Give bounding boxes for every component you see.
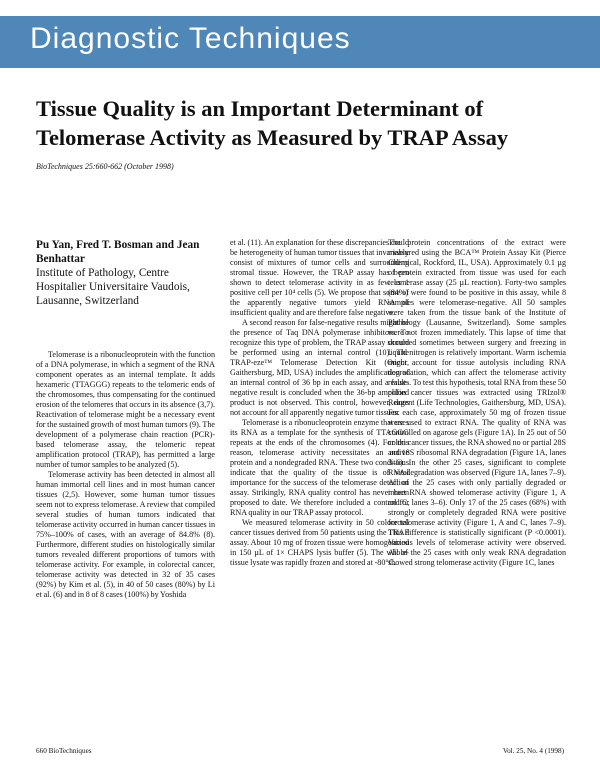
citation: BioTechniques 25:660-662 (October 1998) — [36, 162, 174, 171]
paragraph: The protein concentrations of the extract were measured using the BCA™ Protein Assay Kit (Pierce Chemical, Rockford, IL, USA). Approximately 0.1 µg of protein extracted from tissue was used for each telomerase assay (25 µL reaction). Forty-two samples (84%) were found to be positive in this assay, while 8 samples were telomerase-negative. All 50 samples were taken from the tissue bank of the Institute of Pathology (Lausanne, Switzerland). Some samples were not frozen immediately. This lapse of time that occurred sometimes between surgery and freezing in liquid nitrogen is relatively important. Warm ischemia might account for tissue autolysis including RNA degradation, which can affect the telomerase activity results. To test this hypothesis, total RNA from these 50 colon cancer tissues was extracted using TRIzol® Reagent (Life Technologies, Gaithersburg, MD, USA). For each case, approximately 50 mg of frozen tissue were used to extract RNA. The quality of RNA was controlled on agarose gels (Figure 1A). In 25 out of 50 colon cancer tissues, the RNA showed no or partial 28S and 18S ribosomal RNA degradation (Figure 1A, lanes 3–6). In the other 25 cases, significant to complete RNA degradation was observed (Figure 1A, lanes 7–9). All of the 25 cases with only partially degraded or intact RNA showed telomerase activity (Figure 1, A and C, lanes 3–6). Only 17 of the 25 cases (68%) with strongly or completely degraded RNA were positive for telomerase activity (Figure 1, A and C, lanes 7–9). This difference is statistically significant (P <0.0001). Various levels of telomerase activity were observed. All of the 25 cases with only weak RNA degradation showed strong telomerase activity (Figure 1C, lanes — [388, 238, 567, 567]
footer-page-journal: 660 BioTechniques — [36, 747, 92, 755]
section-banner — [0, 16, 600, 68]
footer-volume: Vol. 25, No. 4 (1998) — [502, 747, 564, 755]
paragraph: et al. (11). An explanation for these discrepancies could be heterogeneity of human tumor tissues that invariably consist of mixtures of tumor cells and surrounding stromal tissue. However, the TRAP assay has been shown to detect telomerase activity in as few as 1 positive cell per 10⁴ cells (5). We propose that some of the apparently negative tumors yield RNA of insufficient quality and are therefore false negative. — [230, 238, 409, 317]
body-column-3 — [388, 238, 566, 568]
article-title: Tissue Quality is an Important Determinant of Telomerase Activity as Measured by TRAP Assay — [36, 96, 509, 150]
section-title: Diagnostic Techniques — [30, 22, 351, 55]
paragraph: We measured telomerase activity in 50 colorectal cancer tissues derived from 50 patients using the TRAP assay. About 10 mg of frozen tissue were homogenized in 150 µL of 1× CHAPS lysis buffer (5). The whole-tissue lysate was rapidly frozen and stored at -80°C. — [230, 518, 409, 567]
affiliation: Institute of Pathology, Centre Hospitalier Universitaire Vaudois, Lausanne, Switzerland — [36, 267, 190, 307]
paragraph: A second reason for false-negative results might be the presence of Taq DNA polymerase inhibitors. To recognize this type of problem, the TRAP assay should be performed using an internal control (10). The TRAP-eze™ Telomerase Detection Kit (Oncor, Gaithersburg, MD, USA) includes the amplification of an internal control of 36 bp in each assay, and a false-negative result is concluded when the 36-bp amplified product is not observed. This control, however, does not account for all apparently negative tumor tissues. — [230, 318, 409, 417]
body-column-1 — [36, 350, 215, 600]
paragraph: Telomerase activity has been detected in almost all human immortal cell lines and in most human cancer tissues (2,5). However, some human tumor tissues seem not to express telomerase. A review that compiled several studies of human tumors indicated that telomerase activity occurred in human cancer tissues in 75%–100% of cases, with an average of 84.8% (8). Furthermore, different studies on histologically similar tumors revealed different proportions of tumors with telomerase activity. For example, in colorectal cancer, telomerase activity was detected in 32 of 35 cases (92%) by Kim et al. (5), in 40 of 50 cases (80%) by Li et al. (6) and in 8 of 8 cases (100%) by Yoshida — [36, 470, 215, 599]
paragraph: Telomerase is a ribonucleoprotein enzyme that uses its RNA as a template for the synthesis of TTAGGG repeats at the ends of the chromosomes (4). For this reason, telomerase activity necessitates an active protein and a nondegraded RNA. These two conditions indicate that the quality of the tissue is of vital importance for the success of the telomerase detection assay. Strikingly, RNA quality control has never been proposed to date. We therefore included a control for RNA quality in our TRAP assay protocol. — [230, 418, 409, 517]
body-column-2 — [230, 238, 409, 568]
authors: Pu Yan, Fred T. Bosman and Jean Benhattar — [36, 239, 200, 265]
paragraph: Telomerase is a ribonucleoprotein with the function of a DNA polymerase, in which a segment of the RNA component operates as an internal template. It adds hexameric (TTAGGG) repeats to the telomeric ends of the chromosomes, thus compensating for the continued erosion of the telomeres that occurs in its absence (3,7). Reactivation of telomerase might be a necessary event for the sustained growth of most human tumors (9). The development of a polymerase chain reaction (PCR)-based telomerase assay, the telomeric repeat amplification protocol (TRAP), has permitted a large number of tumor samples to be analyzed (5). — [36, 350, 215, 469]
